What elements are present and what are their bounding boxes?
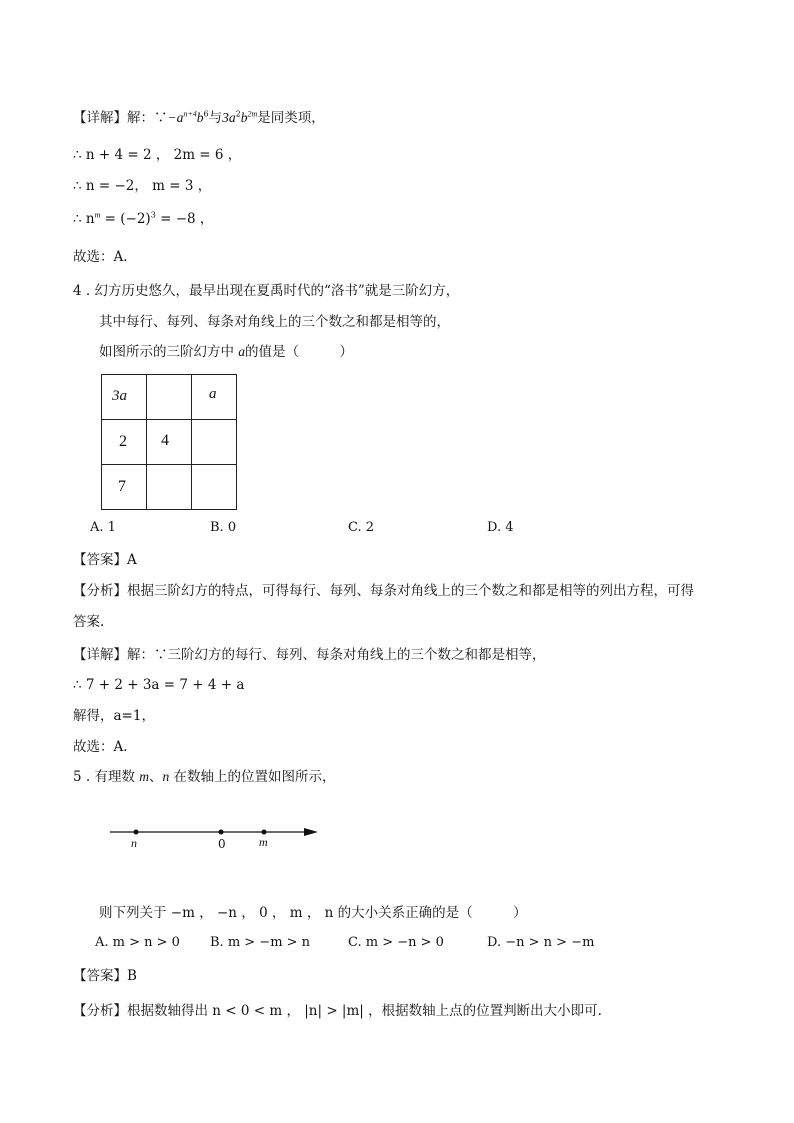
q4-line3-b: 的值是（ ） (245, 344, 354, 360)
q3-exp1: n+4 (183, 109, 197, 119)
cell-r1c3 (192, 375, 237, 420)
q5-question: 则下列关于 −m ， −n ， 0 ， m ， n 的大小关系正确的是（ ） (99, 905, 527, 921)
cell-text: 3a (112, 388, 127, 404)
q5-analysis: 【分析】根据数轴得出 n < 0 < m ， |n| > |m| ，根据数轴上点的位置判断出大小即可. (73, 1003, 602, 1019)
point-m (262, 830, 267, 835)
q4-option-c[interactable]: C. 2 (348, 520, 375, 535)
magic-square (101, 374, 237, 510)
label-zero: 0 (218, 837, 226, 851)
q3-term-d: b (240, 110, 248, 125)
q4-option-a[interactable]: A. 1 (90, 520, 116, 535)
cell-text: a (209, 386, 217, 402)
q4-option-b[interactable]: B. 0 (210, 520, 237, 535)
q5-line1-a: 5 . 有理数 (73, 769, 140, 785)
point-n (134, 830, 139, 835)
q4-line3-a: 如图所示的三阶幻方中 (99, 344, 239, 360)
cell-text: 7 (118, 478, 126, 495)
q5-option-a[interactable]: A. m > n > 0 (95, 935, 180, 950)
cell-r2c2 (147, 420, 192, 465)
cell-r2c1 (102, 420, 147, 465)
q4-analysis-2: 答案. (73, 614, 105, 630)
q3-step3-b: = (−2) (100, 211, 151, 227)
number-line (108, 820, 328, 856)
q4-line3 (99, 343, 353, 361)
q4-analysis-1: 【分析】根据三阶幻方的特点，可得每行、每列、每条对角线上的三个数之和都是相等的列出方程，可得 (73, 583, 694, 599)
q3-step1: ∴ n + 4 = 2 ， 2m = 6 ， (73, 147, 242, 163)
q3-answer: 故选：A. (73, 249, 128, 265)
cell-r3c2 (147, 465, 192, 510)
q5-option-b[interactable]: B. m > −m > n (210, 935, 311, 950)
q4-line3-var: a (238, 344, 246, 359)
q5-line1 (73, 768, 336, 786)
point-zero (219, 830, 224, 835)
q4-answer: 【答案】A (73, 552, 137, 568)
q3-exp4: 2m (247, 109, 258, 119)
cell-text: 4 (161, 432, 169, 449)
q3-step3-a: ∴ n (73, 211, 95, 227)
q3-exp3: 2 (235, 109, 241, 119)
q3-exp2: 6 (203, 109, 209, 119)
q3-step3-exp2: 3 (150, 210, 156, 220)
q4-line2: 其中每行、每列、每条对角线上的三个数之和都是相等的， (99, 314, 450, 330)
axis-arrow-icon (304, 828, 318, 836)
q3-step3-exp: m (94, 210, 101, 220)
q5-var-n: n (162, 769, 170, 784)
q3-step3-c: = −8 ， (155, 211, 214, 227)
q5-var-m: m (139, 769, 150, 784)
q3-term-a: −a (167, 110, 184, 125)
q3-suffix: 是同类项， (257, 110, 325, 126)
q4-detail: 【详解】解：∵三阶幻方的每行、每列、每条对角线上的三个数之和都是相等， (73, 647, 546, 663)
q4-option-d[interactable]: D. 4 (487, 520, 514, 535)
label-n: n (131, 836, 137, 850)
cell-r1c2 (147, 375, 192, 420)
q5-option-c[interactable]: C. m > −n > 0 (348, 935, 444, 950)
cell-r1c1 (102, 375, 147, 420)
q3-term-b: b (196, 110, 204, 125)
q3-step2: ∴ n = −2， m = 3 ， (73, 178, 212, 194)
q3-step3 (73, 210, 213, 228)
q3-term-c: 3a (222, 110, 236, 125)
q4-choose: 故选：A. (73, 739, 128, 755)
cell-r3c1 (102, 465, 147, 510)
label-m: m (259, 835, 268, 849)
q5-option-d[interactable]: D. −n > n > −m (487, 935, 595, 950)
cell-r3c3 (192, 465, 237, 510)
q5-line1-b: 在数轴上的位置如图所示， (169, 769, 336, 785)
cell-text: 2 (119, 433, 127, 450)
q3-mid: 与 (208, 110, 223, 126)
q5-answer: 【答案】B (73, 968, 137, 984)
q4-line1: 4 . 幻方历史悠久，最早出现在夏禹时代的“洛书”就是三阶幻方， (73, 283, 460, 299)
q4-solve: 解得，a=1， (73, 708, 155, 724)
q4-equation: ∴ 7 + 2 + 3a = 7 + 4 + a (73, 677, 245, 693)
q5-sep: 、 (149, 769, 163, 785)
q3-detail-line (73, 109, 325, 127)
q3-detail-prefix: 【详解】解：∵ (73, 110, 168, 126)
cell-r2c3 (192, 420, 237, 465)
